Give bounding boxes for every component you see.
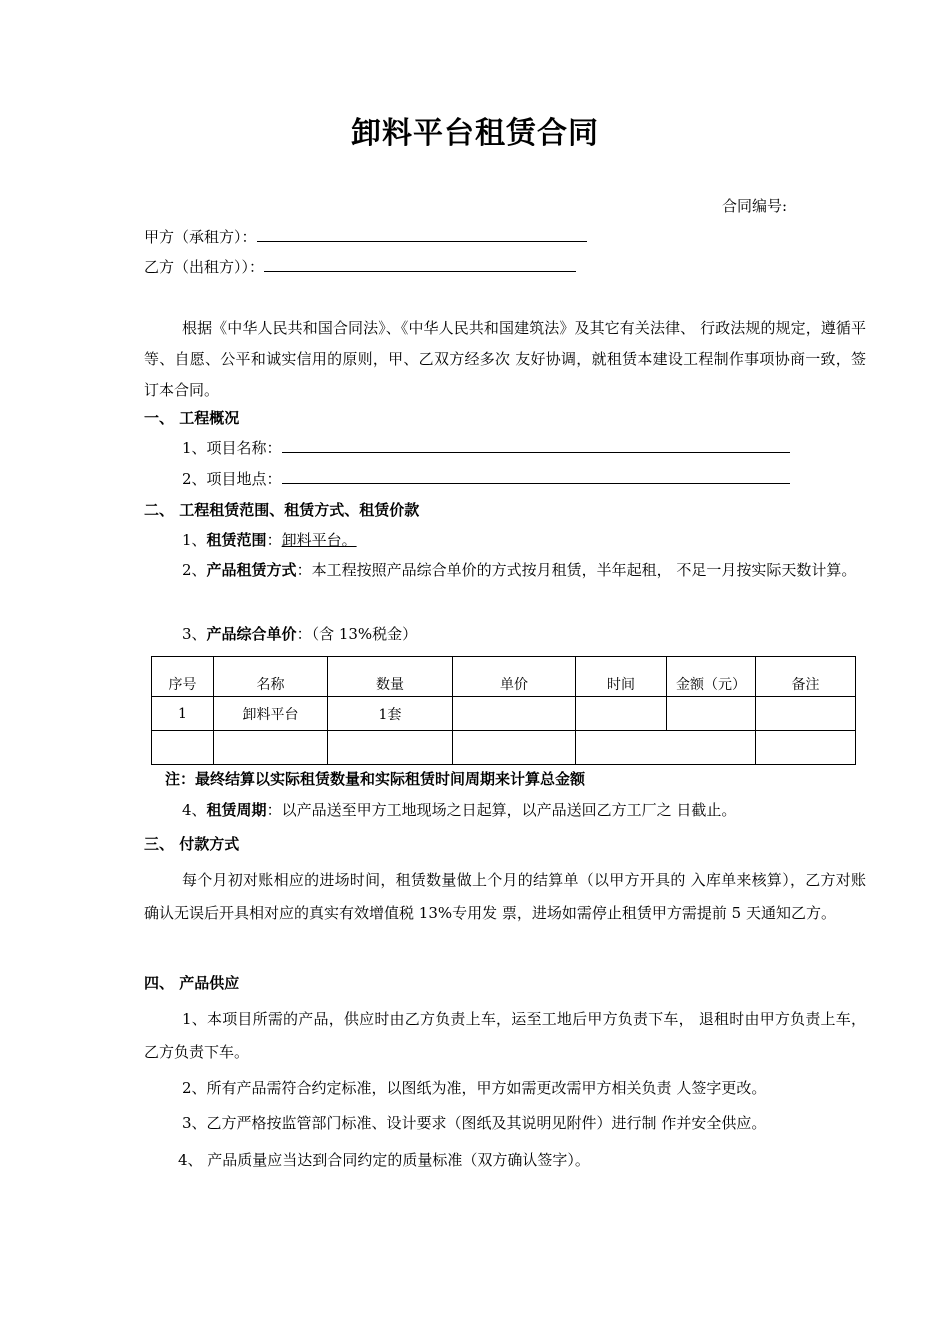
table-header-row <box>152 657 856 697</box>
party-b-label: 乙方（出租方））： <box>144 258 265 276</box>
table-cell <box>667 697 756 731</box>
table-cell: 1套 <box>328 697 453 731</box>
rental-period-line <box>182 799 736 820</box>
unit-price-label: 产品综合单价 <box>206 625 297 643</box>
header-cell: 单价 <box>453 657 576 697</box>
section-2-heading: 二、 工程租赁范围、租赁方式、租赁价款 <box>144 501 420 519</box>
project-name-line <box>182 437 790 458</box>
header-cell: 金额（元） <box>667 657 756 697</box>
settlement-note: 注：最终结算以实际租赁数量和实际租赁时间周期来计算总金额 <box>165 770 586 788</box>
table-cell <box>453 731 576 765</box>
rental-period-text: ：以产品送至甲方工地现场之日起算，以产品送回乙方工厂之 日截止。 <box>266 801 737 819</box>
unit-price-line <box>182 623 417 644</box>
project-name-blank[interactable] <box>282 438 790 453</box>
payment-paragraph: 每个月初对账相应的进场时间，租赁数量做上个月的结算单（以甲方开具的 入库单来核算），乙方对账确认无误后开具相对应的真实有效增值税 13%专用发 票，进场如需停止租赁甲方需提前 5 天通知乙方。 <box>144 871 866 922</box>
table-cell <box>328 731 453 765</box>
rental-mode-prefix: 2、 <box>182 561 207 579</box>
rental-scope-value: 卸料平台。 <box>281 531 357 549</box>
party-a-blank[interactable] <box>257 227 587 242</box>
header-cell: 名称 <box>214 657 328 697</box>
table-cell <box>576 697 667 731</box>
rental-mode-label: 产品租赁方式 <box>206 561 297 579</box>
header-cell: 序号 <box>152 657 214 697</box>
section-3-heading: 三、 付款方式 <box>144 835 240 853</box>
table-cell <box>756 731 856 765</box>
table-cell: 1 <box>152 697 214 731</box>
party-b-line <box>144 256 576 277</box>
rental-scope-prefix: 1、 <box>182 531 207 549</box>
table-row <box>152 731 856 765</box>
section-4-heading: 四、 产品供应 <box>144 974 240 992</box>
table-cell <box>152 731 214 765</box>
table-cell <box>453 697 576 731</box>
project-location-blank[interactable] <box>282 469 790 484</box>
document-title: 卸料平台租赁合同 <box>351 116 599 151</box>
rental-mode-paragraph <box>144 555 866 586</box>
rental-scope-label: 租赁范围 <box>206 531 267 549</box>
price-table <box>151 656 856 765</box>
header-cell: 时间 <box>576 657 667 697</box>
project-location-label: 2、项目地点： <box>182 470 282 488</box>
table-cell <box>756 697 856 731</box>
contract-number-label: 合同编号: <box>722 197 788 215</box>
rental-scope-colon: ： <box>266 531 282 549</box>
supply-item-1: 1、本项目所需的产品，供应时由乙方负责上车，运至工地后甲方负责下车， 退租时由甲方负责上车，乙方负责下车。 <box>144 1010 866 1061</box>
unit-price-text: ：（含 13%税金） <box>296 625 418 643</box>
rental-period-label: 租赁周期 <box>206 801 267 819</box>
rental-mode-text: ：本工程按照产品综合单价的方式按月租赁，半年起租， 不足一月按实际天数计算。 <box>296 561 857 579</box>
party-a-line <box>144 226 587 247</box>
project-name-label: 1、项目名称： <box>182 439 282 457</box>
rental-scope-line <box>182 529 357 550</box>
supply-item-2: 2、所有产品需符合约定标准，以图纸为准，甲方如需更改需甲方相关负责 人签字更改。 <box>182 1079 767 1097</box>
table-cell <box>214 731 328 765</box>
intro-paragraph: 根据《中华人民共和国合同法》、《中华人民共和国建筑法》及其它有关法律、 行政法规的规定，遵循平等、自愿、公平和诚实信用的原则，甲、乙双方经多次 友好协调，就租赁本建设工程制作事项协商一致，签订本合同。 <box>144 319 866 399</box>
supply-item-4: 4、 产品质量应当达到合同约定的质量标准（双方确认签字）。 <box>178 1151 590 1169</box>
party-b-blank[interactable] <box>264 257 576 272</box>
header-cell: 数量 <box>328 657 453 697</box>
table-cell <box>576 731 756 765</box>
section-1-heading: 一、 工程概况 <box>144 409 240 427</box>
party-a-label: 甲方（承租方）： <box>144 228 257 246</box>
unit-price-prefix: 3、 <box>182 625 207 643</box>
rental-period-prefix: 4、 <box>182 801 207 819</box>
table-row <box>152 697 856 731</box>
table-cell: 卸料平台 <box>214 697 328 731</box>
supply-item-3: 3、乙方严格按监管部门标准、设计要求（图纸及其说明见附件）进行制 作并安全供应。 <box>182 1114 767 1132</box>
project-location-line <box>182 468 790 489</box>
header-cell: 备注 <box>756 657 856 697</box>
